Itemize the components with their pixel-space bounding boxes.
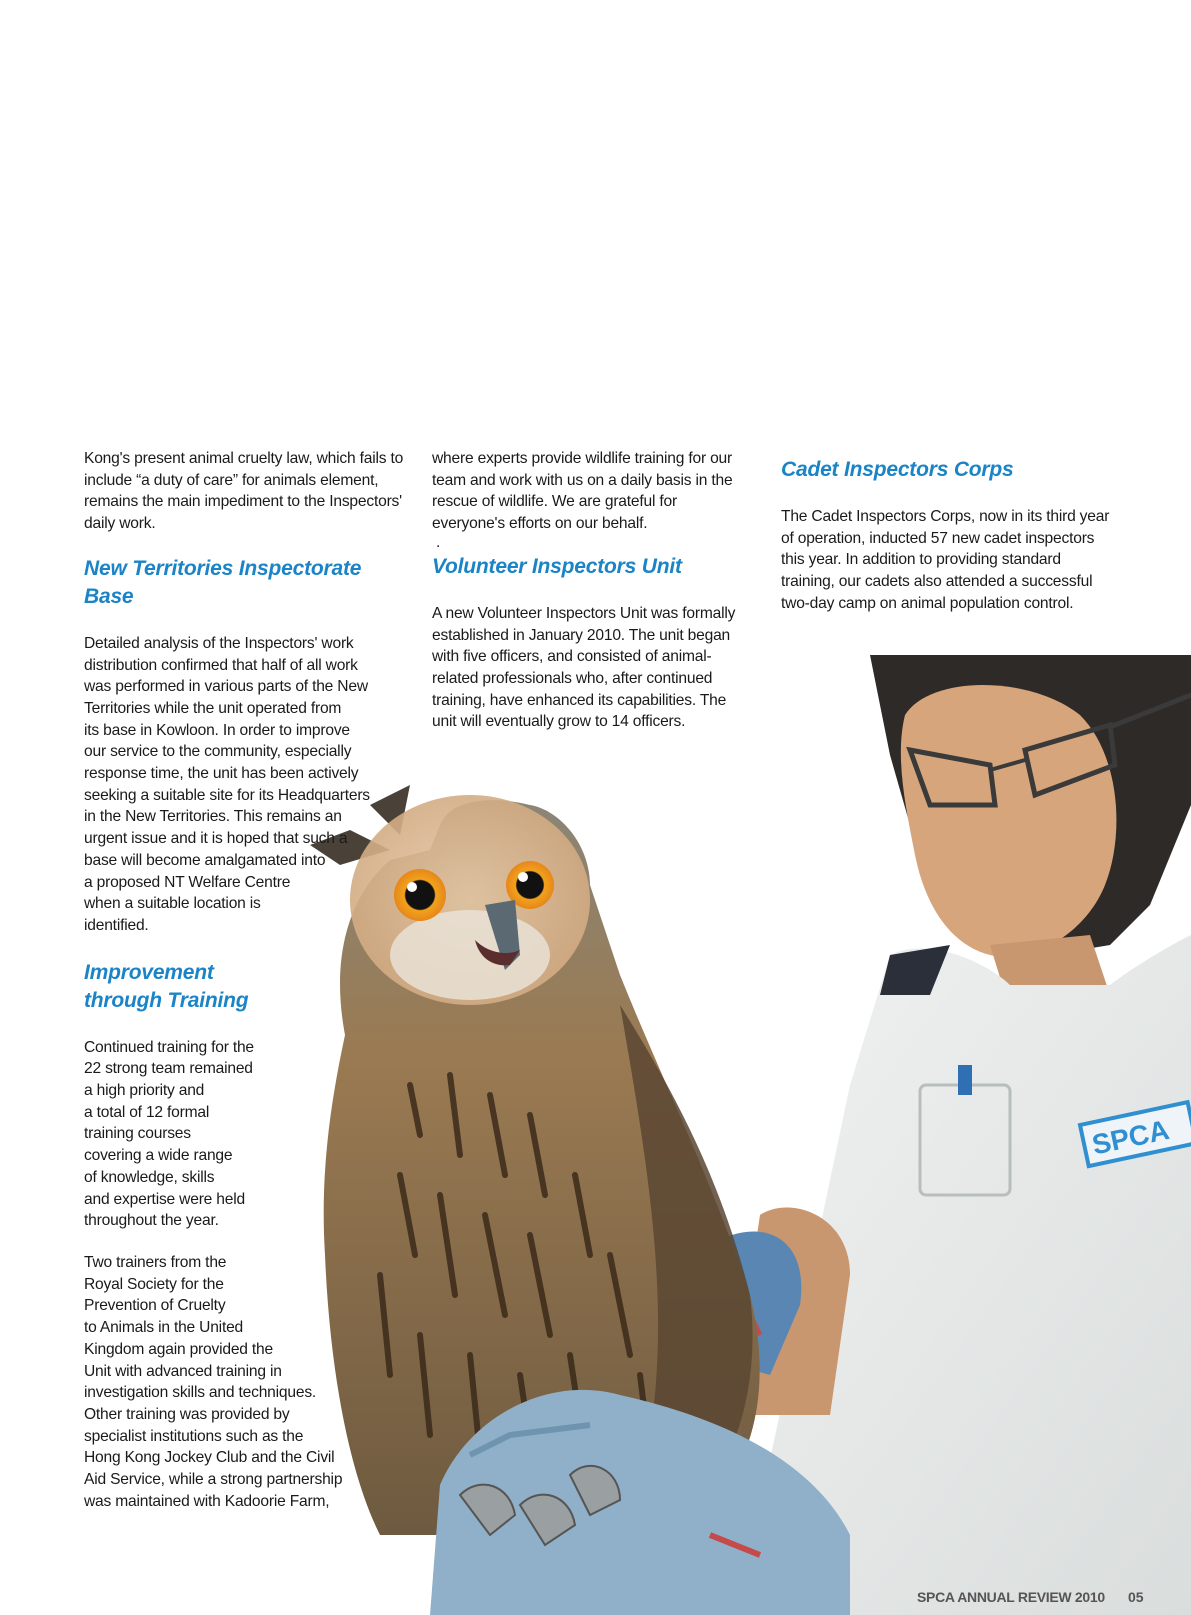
text-line: urgent issue and it is hoped that such a xyxy=(84,830,348,848)
column-middle xyxy=(432,448,762,733)
heading-training-line2: through Training xyxy=(84,988,249,1012)
para-trainers-rspca xyxy=(84,1252,414,1512)
text-line: a high priority and xyxy=(84,1082,205,1100)
text-line: Kingdom again provided the xyxy=(84,1340,273,1358)
text-line: 22 strong team remained xyxy=(84,1060,253,1078)
text-line: Two trainers from the xyxy=(84,1253,227,1271)
text-line: covering a wide range xyxy=(84,1147,233,1165)
text-line: distribution confirmed that half of all work xyxy=(84,656,358,674)
text-line: of knowledge, skills xyxy=(84,1168,215,1186)
text-line: a total of 12 formal xyxy=(84,1103,210,1121)
text-line: response time, the unit has been actively xyxy=(84,765,359,783)
para-wildlife-training: where experts provide wildlife training for our team and work with us on a daily basis in the rescue of wildlife. We are grateful for everyone's efforts on our behalf. xyxy=(432,450,733,533)
para-continued-training xyxy=(84,1037,414,1232)
text-line: investigation skills and techniques. xyxy=(84,1384,317,1402)
heading-cadet-inspectors-corps: Cadet Inspectors Corps xyxy=(781,458,1014,481)
text-line: Other training was provided by xyxy=(84,1405,290,1423)
text-line: to Animals in the United xyxy=(84,1319,244,1337)
text-line: identified. xyxy=(84,916,149,934)
para-volunteer-unit: A new Volunteer Inspectors Unit was formally established in January 2010. The unit began with five officers, and consisted of animal-related professionals who, after continued training, have enhanced its capabilities. The unit will eventually grow to 14 officers. xyxy=(432,604,736,731)
page-number: 05 xyxy=(1128,1589,1144,1605)
text-line: training courses xyxy=(84,1125,191,1143)
text-line: Aid Service, while a strong partnership xyxy=(84,1471,343,1489)
owl-and-inspector-photo xyxy=(290,655,1191,1615)
heading-nt-line1: New Territories Inspectorate xyxy=(84,556,362,580)
text-line: and expertise were held xyxy=(84,1190,245,1208)
text-line: a proposed NT Welfare Centre xyxy=(84,873,291,891)
spca-badge-text: SPCA xyxy=(1089,1114,1172,1161)
para-cadet-corps: The Cadet Inspectors Corps, now in its third year of operation, inducted 57 new cadet inspectors this year. In addition to providing standard training, our cadets also attended a successful two-day camp on animal population control. xyxy=(781,508,1110,612)
text-line: base will become amalgamated into xyxy=(84,851,326,869)
para-nt-analysis xyxy=(84,633,414,937)
text-line: Detailed analysis of the Inspectors' work xyxy=(84,634,354,652)
text-line: Prevention of Cruelty xyxy=(84,1297,226,1315)
text-line: when a suitable location is xyxy=(84,895,261,913)
text-line: Continued training for the xyxy=(84,1038,254,1056)
column-right xyxy=(781,456,1121,615)
text-line: Royal Society for the xyxy=(84,1275,224,1293)
text-line: seeking a suitable site for its Headquarters xyxy=(84,786,370,804)
text-line: was performed in various parts of the New xyxy=(84,678,368,696)
heading-volunteer-inspectors-unit: Volunteer Inspectors Unit xyxy=(432,554,682,578)
text-line: specialist institutions such as the xyxy=(84,1427,304,1445)
footer-publication-title: SPCA ANNUAL REVIEW 2010 xyxy=(917,1589,1105,1605)
text-line: in the New Territories. This remains an xyxy=(84,808,342,826)
text-line: Hong Kong Jockey Club and the Civil xyxy=(84,1449,335,1467)
text-line: its base in Kowloon. In order to improve xyxy=(84,721,350,739)
heading-improvement-through-training xyxy=(84,959,414,1015)
text-line: Territories while the unit operated from xyxy=(84,699,342,717)
text-line: throughout the year. xyxy=(84,1212,219,1230)
heading-nt-line2: Base xyxy=(84,584,134,608)
column-left xyxy=(84,448,414,1512)
text-line: was maintained with Kadoorie Farm, xyxy=(84,1492,330,1510)
para-intro-law: Kong's present animal cruelty law, which fails to include “a duty of care” for animals element, remains the main impediment to the Inspectors' daily work. xyxy=(84,450,404,533)
stray-dot: . xyxy=(436,533,441,551)
heading-training-line1: Improvement xyxy=(84,960,214,984)
text-line: our service to the community, especially xyxy=(84,743,352,761)
text-line: Unit with advanced training in xyxy=(84,1362,282,1380)
heading-nt-inspectorate-base xyxy=(84,555,414,611)
